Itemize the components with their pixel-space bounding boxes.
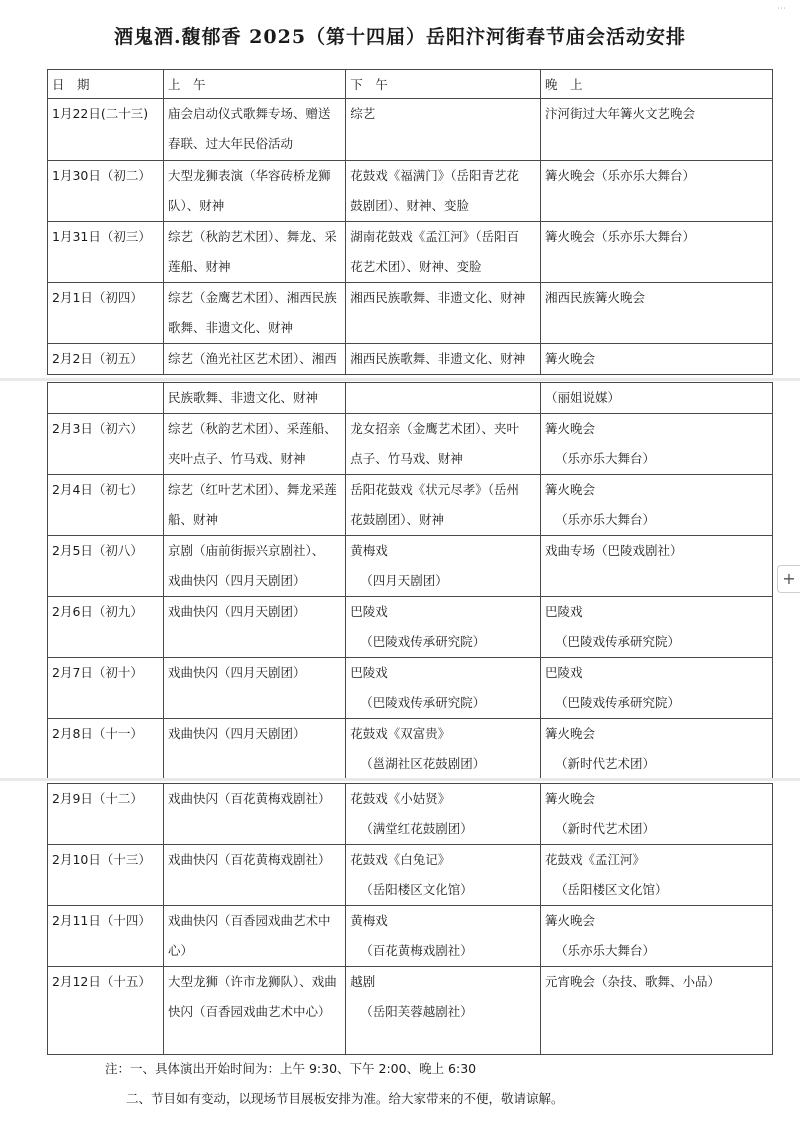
cell-text-line: 点子、竹马戏、财神 (350, 451, 463, 466)
cell-text-line: 花鼓戏《小姑贤》 (350, 791, 451, 806)
cell-text-line: 鼓剧团）、财神、变脸 (350, 198, 470, 213)
date-cell (48, 597, 164, 658)
cell-text-line: 黄梅戏 (350, 543, 388, 558)
evening-cell (540, 658, 772, 719)
evening-cell (540, 475, 772, 536)
cell-text-line: 花鼓戏《白兔记》 (350, 852, 451, 867)
note-line-1: 注：一、具体演出开始时间为：上午 9:30、下午 2:00、晚上 6:30 (105, 1061, 477, 1076)
date-text: 2月12日（十五） (52, 974, 151, 989)
cell-text-line: 夹叶点子、竹马戏、财神 (168, 451, 306, 466)
cell-text-line: 戏曲快闪（四月天剧团） (168, 573, 306, 588)
schedule-row (48, 906, 773, 967)
cell-text-line: （邕湖社区花鼓剧团） (360, 756, 486, 771)
schedule-row (48, 536, 773, 597)
date-text: 1月22日(二十三) (52, 106, 149, 121)
date-cell (48, 344, 164, 375)
cell-text-line: 综艺（金鹰艺术团）、湘西民族 (168, 290, 337, 305)
afternoon-cell (346, 845, 541, 906)
evening-cell (540, 845, 772, 906)
cell-text-line: 篝火晚会 (544, 726, 595, 741)
morning-cell (164, 414, 346, 475)
cell-text-line: 综艺（渔光社区艺术团）、湘西 (168, 351, 337, 366)
cell-text-line: （岳阳楼区文化馆） (554, 882, 668, 897)
date-cell (48, 967, 164, 1055)
afternoon-cell (346, 99, 541, 161)
schedule-row (48, 475, 773, 536)
morning-cell (164, 344, 346, 375)
page-divider (0, 378, 800, 381)
evening-cell (540, 99, 772, 161)
cell-text-line: 船、财神 (168, 512, 219, 527)
date-cell (48, 161, 164, 222)
schedule-row (48, 283, 773, 344)
schedule-row (48, 967, 773, 1055)
cell-text-line: （新时代艺术团） (554, 821, 655, 836)
cell-text-line: 戏曲快闪（百香园戏曲艺术中 (168, 913, 331, 928)
cell-text-line: 篝火晚会 (544, 482, 595, 497)
evening-cell (540, 536, 772, 597)
afternoon-cell (346, 222, 541, 283)
afternoon-cell (346, 283, 541, 344)
cell-text-line: 花鼓戏《福满门》（岳阳青艺花 (350, 168, 520, 183)
cell-text-line: 心） (168, 943, 194, 958)
cell-text-line: 篝火晚会 (544, 421, 595, 436)
morning-cell (164, 161, 346, 222)
cell-text-line: 巴陵戏 (544, 604, 583, 619)
cell-text-line: 篝火晚会 (544, 913, 595, 928)
schedule-row (48, 414, 773, 475)
cell-text-line: （乐亦乐大舞台） (554, 512, 655, 527)
header-evening: 晚 上 (540, 70, 772, 99)
schedule-table-page-1 (47, 69, 773, 375)
date-cell (48, 845, 164, 906)
cell-text-line: （百花黄梅戏剧社） (360, 943, 473, 958)
date-text: 1月31日（初三） (52, 229, 151, 244)
cell-text-line: 大型龙狮（许市龙狮队）、戏曲 (168, 974, 337, 989)
morning-cell (164, 719, 346, 780)
evening-cell (540, 344, 772, 375)
cell-text-line: 戏曲快闪（四月天剧团） (168, 726, 306, 741)
cell-text-line: 篝火晚会（乐亦乐大舞台） (544, 229, 695, 244)
cell-text-line: 庙会启动仪式歌舞专场、赠送 (168, 106, 331, 121)
date-cell (48, 383, 164, 414)
date-text: 2月11日（十四） (52, 913, 151, 928)
cell-text-line: 花艺术团）、财神、变脸 (350, 259, 482, 274)
cell-text-line: 京剧（庙前街振兴京剧社）、 (168, 543, 325, 558)
evening-cell (540, 283, 772, 344)
schedule-row (48, 784, 773, 845)
cell-text-line: 湘西民族歌舞、非遗文化、财神 (350, 351, 526, 366)
add-icon[interactable]: + (777, 565, 800, 593)
date-cell (48, 99, 164, 161)
cell-text-line: （巴陵戏传承研究院） (360, 695, 486, 710)
evening-cell (540, 222, 772, 283)
date-cell (48, 414, 164, 475)
cell-text-line: （丽姐说媒） (544, 390, 620, 405)
date-text: 2月7日（初十） (52, 665, 143, 680)
schedule-row (48, 719, 773, 780)
evening-cell (540, 597, 772, 658)
cell-text-line: 汴河街过大年篝火文艺晚会 (544, 106, 695, 121)
schedule-row (48, 383, 773, 414)
afternoon-cell (346, 967, 541, 1055)
cell-text-line: （满堂红花鼓剧团） (360, 821, 473, 836)
cell-text-line: 大型龙狮表演（华容砖桥龙狮 (168, 168, 331, 183)
afternoon-cell (346, 658, 541, 719)
date-text: 2月4日（初七） (52, 482, 143, 497)
afternoon-cell (346, 414, 541, 475)
date-cell (48, 222, 164, 283)
date-text: 2月2日（初五） (52, 351, 143, 366)
header-morning: 上 午 (164, 70, 346, 99)
page-divider (0, 778, 800, 781)
afternoon-cell (346, 719, 541, 780)
cell-text-line: 戏曲快闪（百花黄梅戏剧社） (168, 852, 331, 867)
date-cell (48, 658, 164, 719)
cell-text-line: （新时代艺术团） (554, 756, 655, 771)
schedule-row (48, 344, 773, 375)
afternoon-cell (346, 906, 541, 967)
cell-text-line: 篝火晚会 (544, 791, 595, 806)
cell-text-line: 湘西民族篝火晚会 (544, 290, 645, 305)
afternoon-cell (346, 784, 541, 845)
morning-cell (164, 658, 346, 719)
cell-text-line: （岳阳楼区文化馆） (360, 882, 473, 897)
date-cell (48, 283, 164, 344)
date-text: 2月5日（初八） (52, 543, 143, 558)
cell-text-line: 民族歌舞、非遗文化、财神 (168, 390, 319, 405)
cell-text-line: 春联、过大年民俗活动 (168, 136, 294, 151)
cell-text-line: 巴陵戏 (544, 665, 583, 680)
cell-text-line: 越剧 (350, 974, 376, 989)
morning-cell (164, 475, 346, 536)
morning-cell (164, 99, 346, 161)
cell-text-line: （四月天剧团） (360, 573, 448, 588)
morning-cell (164, 283, 346, 344)
morning-cell (164, 906, 346, 967)
morning-cell (164, 784, 346, 845)
cell-text-line: 戏曲专场（巴陵戏剧社） (544, 543, 683, 558)
cell-text-line: 戏曲快闪（四月天剧团） (168, 665, 306, 680)
schedule-row (48, 845, 773, 906)
cell-text-line: 戏曲快闪（百花黄梅戏剧社） (168, 791, 331, 806)
cell-text-line: 龙女招亲（金鹰艺术团）、夹叶 (350, 421, 520, 436)
morning-cell (164, 967, 346, 1055)
cell-text-line: 莲船、财神 (168, 259, 231, 274)
schedule-row (48, 658, 773, 719)
evening-cell (540, 784, 772, 845)
schedule-row (48, 99, 773, 161)
schedule-row (48, 222, 773, 283)
date-cell (48, 784, 164, 845)
cell-text-line: 花鼓剧团）、财神 (350, 512, 445, 527)
cell-text-line: 巴陵戏 (350, 604, 388, 619)
morning-cell (164, 383, 346, 414)
date-text: 2月6日（初九） (52, 604, 143, 619)
document-title: 酒鬼酒.馥郁香 2025（第十四届）岳阳汴河街春节庙会活动安排 (113, 26, 687, 48)
cell-text-line: 歌舞、非遗文化、财神 (168, 320, 294, 335)
cell-text-line: 综艺 (350, 106, 376, 121)
afternoon-cell (346, 597, 541, 658)
schedule-table-page-2 (47, 382, 773, 780)
cell-text-line: 综艺（红叶艺术团）、舞龙采莲 (168, 482, 337, 497)
afternoon-cell (346, 344, 541, 375)
cell-text-line: 篝火晚会（乐亦乐大舞台） (544, 168, 695, 183)
cell-text-line: 综艺（秋韵艺术团）、采莲船、 (168, 421, 337, 436)
afternoon-cell (346, 536, 541, 597)
header-date: 日 期 (48, 70, 164, 99)
afternoon-cell (346, 475, 541, 536)
cell-text-line: 岳阳花鼓戏《状元尽孝》（岳州 (350, 482, 520, 497)
cell-text-line: （巴陵戏传承研究院） (554, 634, 680, 649)
cell-text-line: 快闪（百香园戏曲艺术中心） (168, 1004, 331, 1019)
header-afternoon: 下 午 (346, 70, 541, 99)
cell-text-line: （巴陵戏传承研究院） (360, 634, 486, 649)
morning-cell (164, 536, 346, 597)
date-cell (48, 536, 164, 597)
cell-text-line: 综艺（秋韵艺术团）、舞龙、采 (168, 229, 337, 244)
evening-cell (540, 414, 772, 475)
morning-cell (164, 845, 346, 906)
cell-text-line: 湘西民族歌舞、非遗文化、财神 (350, 290, 526, 305)
cell-text-line: （巴陵戏传承研究院） (554, 695, 680, 710)
schedule-row (48, 161, 773, 222)
date-cell (48, 719, 164, 780)
date-text: 1月30日（初二） (52, 168, 151, 183)
cell-text-line: （乐亦乐大舞台） (554, 451, 655, 466)
morning-cell (164, 597, 346, 658)
cell-text-line: 队）、财神 (168, 198, 225, 213)
evening-cell (540, 161, 772, 222)
evening-cell (540, 383, 772, 414)
schedule-row (48, 597, 773, 658)
cell-text-line: 黄梅戏 (350, 913, 388, 928)
cell-text-line: 巴陵戏 (350, 665, 388, 680)
date-text: 2月8日（十一） (52, 726, 143, 741)
evening-cell (540, 967, 772, 1055)
note-line-2: 二、节目如有变动，以现场节目展板安排为准。给大家带来的不便，敬请谅解。 (126, 1091, 564, 1106)
date-text: 2月9日（十二） (52, 791, 143, 806)
cell-text-line: 花鼓戏《孟江河》 (544, 852, 645, 867)
afternoon-cell (346, 161, 541, 222)
date-cell (48, 475, 164, 536)
evening-cell (540, 719, 772, 780)
afternoon-cell (346, 383, 541, 414)
cell-text-line: 篝火晚会 (544, 351, 595, 366)
date-text: 2月10日（十三） (52, 852, 151, 867)
cell-text-line: （岳阳芙蓉越剧社） (360, 1004, 473, 1019)
cell-text-line: 湖南花鼓戏《孟江河》（岳阳百 (350, 229, 520, 244)
cell-text-line: 花鼓戏《双富贵》 (350, 726, 451, 741)
cell-text-line: （乐亦乐大舞台） (554, 943, 655, 958)
cell-text-line: 戏曲快闪（四月天剧团） (168, 604, 306, 619)
corner-menu-icon[interactable]: ⋯ (777, 4, 786, 14)
evening-cell (540, 906, 772, 967)
date-text: 2月3日（初六） (52, 421, 143, 436)
table-header-row (48, 70, 773, 99)
morning-cell (164, 222, 346, 283)
date-text: 2月1日（初四） (52, 290, 143, 305)
date-cell (48, 906, 164, 967)
schedule-table-page-3 (47, 783, 773, 1055)
cell-text-line: 元宵晚会（杂技、歌舞、小品） (544, 974, 720, 989)
